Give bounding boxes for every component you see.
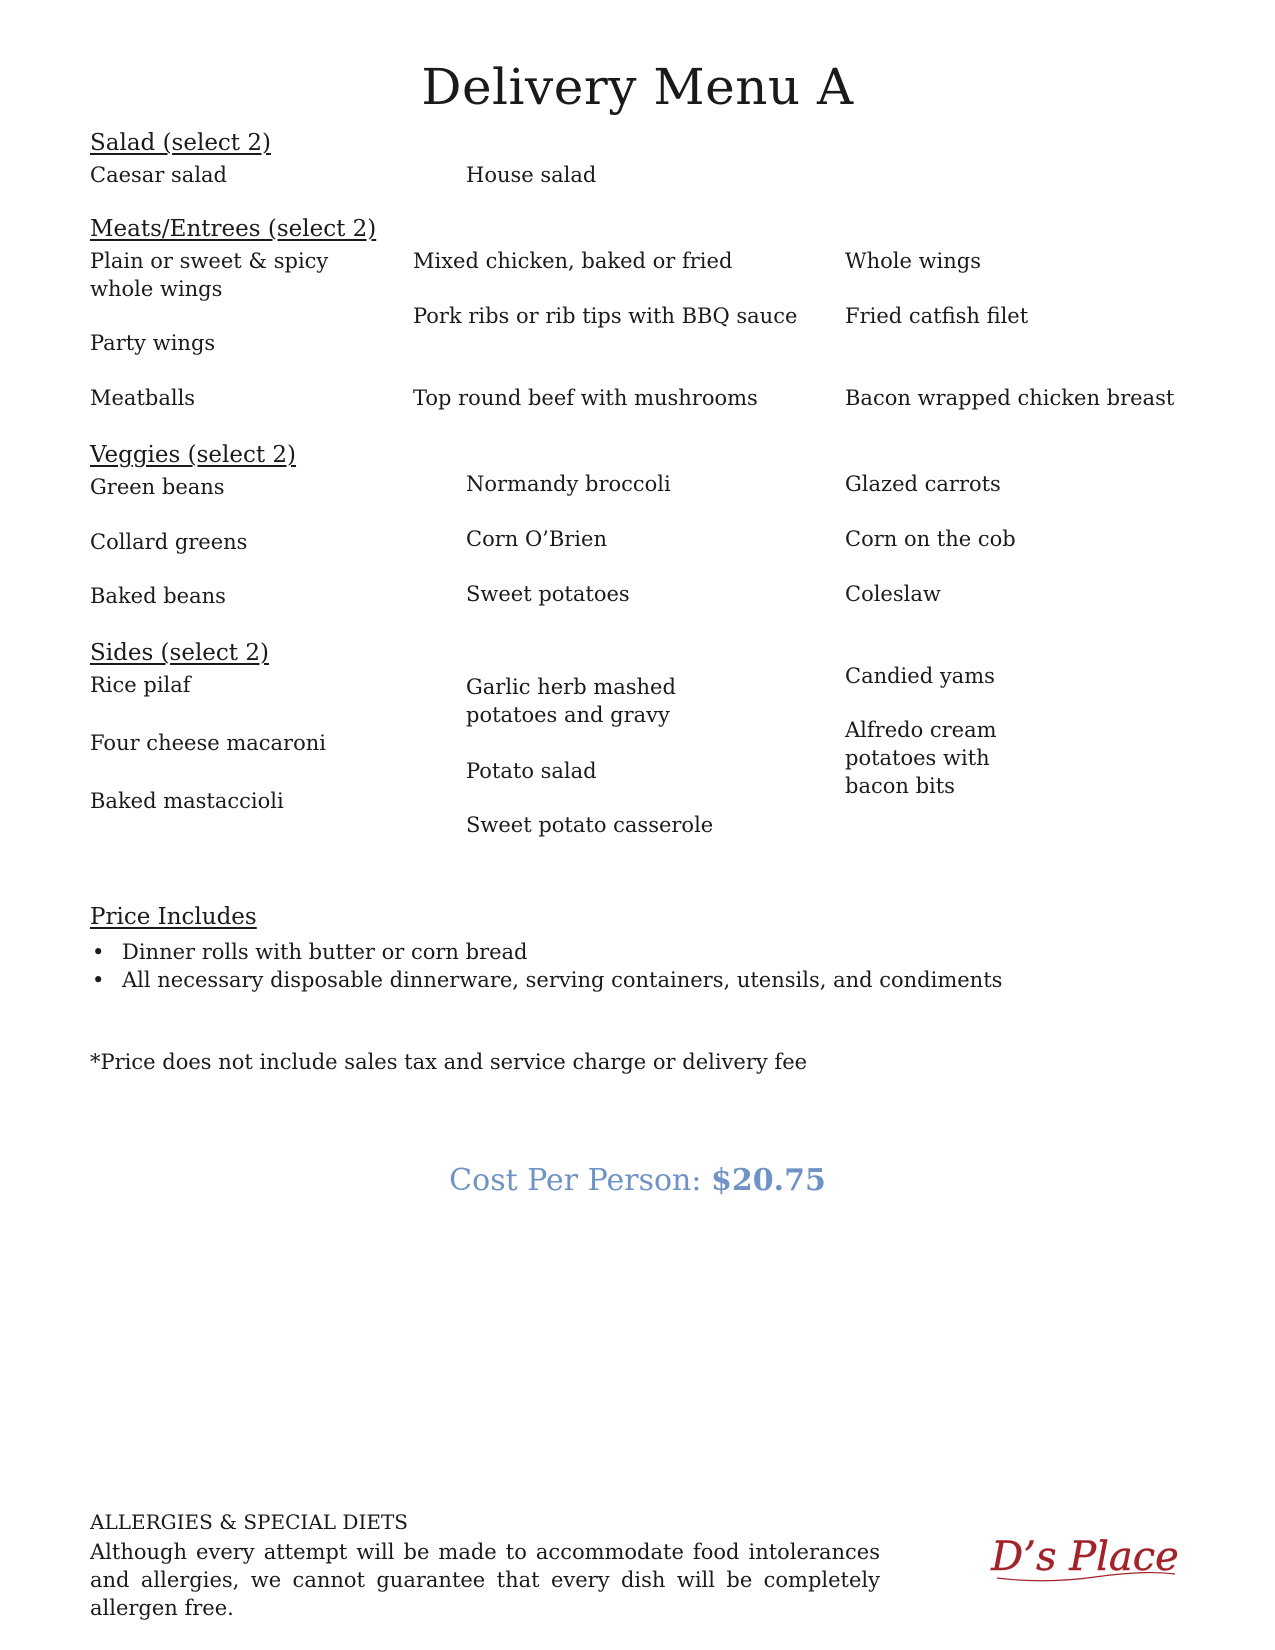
allergies-title: ALLERGIES & SPECIAL DIETS <box>90 1510 408 1534</box>
meats-item-whole-wings-plain: Plain or sweet & spicy whole wings <box>90 249 329 301</box>
meats-item-pork-ribs: Pork ribs or rib tips with BBQ sauce <box>413 304 798 328</box>
ds-place-logo <box>985 1522 1185 1592</box>
veggies-item-baked-beans: Baked beans <box>90 584 226 608</box>
veggies-item-collard-greens: Collard greens <box>90 530 248 554</box>
veggies-item-carrots: Glazed carrots <box>845 472 1001 496</box>
veggies-heading: Veggies (select 2) <box>90 442 297 468</box>
logo-text: D’s Place <box>991 1534 1179 1580</box>
veggies-item-sweet-potatoes: Sweet potatoes <box>466 582 630 606</box>
veggies-item-green-beans: Green beans <box>90 475 225 499</box>
sides-item-mashed-potatoes: Garlic herb mashed potatoes and gravy <box>466 675 676 727</box>
sides-item-potato-salad: Potato salad <box>466 759 597 783</box>
salad-item-house: House salad <box>466 163 597 187</box>
sides-heading: Sides (select 2) <box>90 640 269 666</box>
sides-item-sweet-potato-casserole: Sweet potato casserole <box>466 813 714 837</box>
salad-item-caesar: Caesar salad <box>90 163 228 187</box>
meats-item-bacon-chicken: Bacon wrapped chicken breast <box>845 386 1175 410</box>
salad-heading: Salad (select 2) <box>90 130 271 156</box>
cost-per-person <box>0 1163 1275 1198</box>
meats-item-catfish: Fried catfish filet <box>845 304 1029 328</box>
allergies-text: Although every attempt will be made to accommodate food intolerances and allergies, we cannot guarantee that every dish will be completely allergen free. <box>90 1540 880 1620</box>
price-includes-item-text: All necessary disposable dinnerware, serving containers, utensils, and condiments <box>122 968 1003 992</box>
sides-item-candied-yams: Candied yams <box>845 664 995 688</box>
sides-item-macaroni: Four cheese macaroni <box>90 731 326 755</box>
price-includes-item-text: Dinner rolls with butter or corn bread <box>122 940 528 964</box>
sides-item-rice-pilaf: Rice pilaf <box>90 673 191 697</box>
meats-item-top-round-beef: Top round beef with mushrooms <box>413 386 758 410</box>
bullet-icon: • <box>92 968 105 992</box>
veggies-item-corn-obrien: Corn O’Brien <box>466 527 607 551</box>
meats-item-whole-wings: Whole wings <box>845 249 982 273</box>
sides-item-mastaccioli: Baked mastaccioli <box>90 789 284 813</box>
sides-item-alfredo-potatoes: Alfredo cream potatoes with bacon bits <box>845 718 997 798</box>
meats-item-mixed-chicken: Mixed chicken, baked or fried <box>413 249 733 273</box>
veggies-item-broccoli: Normandy broccoli <box>466 472 671 496</box>
price-includes-item <box>90 938 1002 966</box>
price-note: *Price does not include sales tax and service charge or delivery fee <box>90 1050 808 1074</box>
price-includes-list <box>90 938 1002 994</box>
meats-heading: Meats/Entrees (select 2) <box>90 216 377 242</box>
price-includes-heading: Price Includes <box>90 904 257 930</box>
price-includes-item <box>90 966 1002 994</box>
veggies-item-coleslaw: Coleslaw <box>845 582 941 606</box>
menu-title: Delivery Menu A <box>421 58 854 116</box>
veggies-item-corn-cob: Corn on the cob <box>845 527 1016 551</box>
cost-price: $20.75 <box>711 1163 826 1198</box>
meats-item-meatballs: Meatballs <box>90 386 196 410</box>
meats-item-party-wings: Party wings <box>90 331 216 355</box>
cost-label: Cost Per Person: <box>449 1163 711 1198</box>
logo-script-graphic <box>985 1522 1185 1592</box>
bullet-icon: • <box>92 940 105 964</box>
